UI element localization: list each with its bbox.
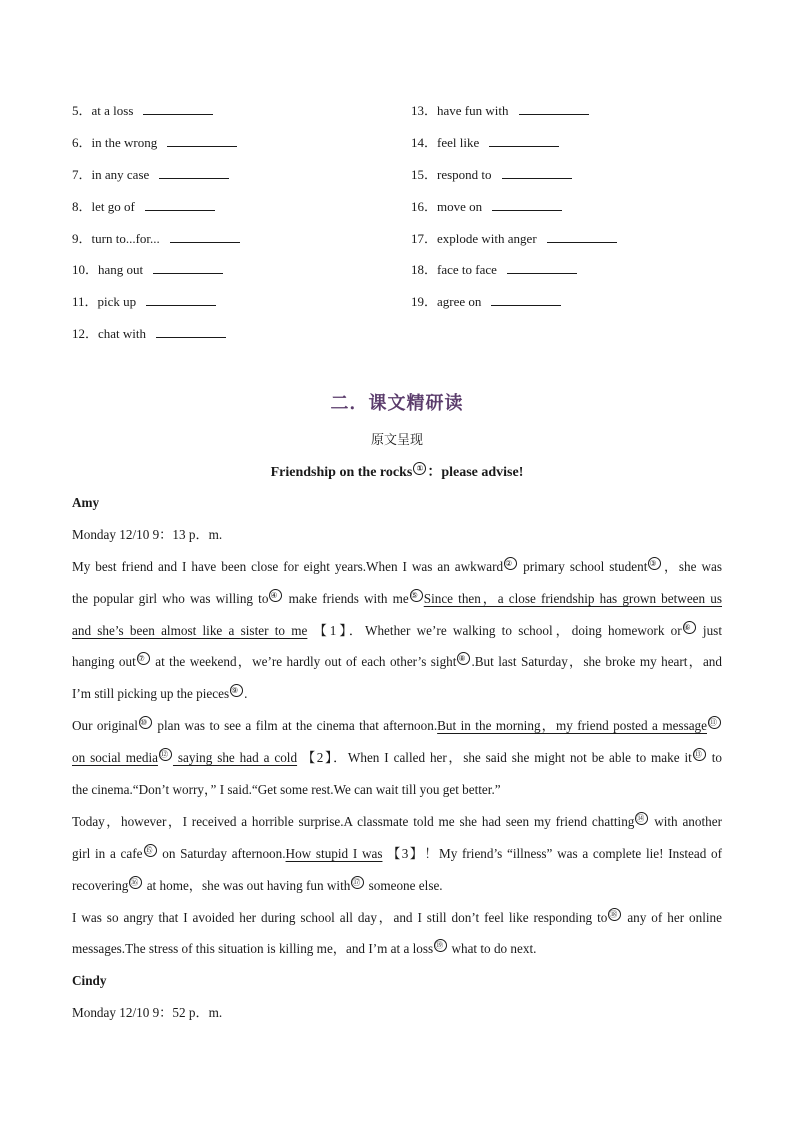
- annotation-marker: ⑱: [608, 908, 621, 921]
- annotation-marker: ②: [504, 557, 517, 570]
- vocab-item: [411, 196, 741, 228]
- vocab-item: [72, 228, 402, 260]
- item-number: 9．: [72, 230, 92, 246]
- text-span: hanging out: [72, 654, 136, 670]
- text-span: I’m still picking up the pieces: [72, 686, 230, 702]
- annotation-marker: ③: [648, 557, 661, 570]
- vocab-item: [411, 259, 741, 291]
- item-phrase: feel like: [437, 134, 480, 150]
- item-number: 11．: [72, 294, 98, 310]
- text-line: [72, 554, 722, 586]
- answer-blank[interactable]: [547, 229, 617, 243]
- annotation-marker: ⑨: [230, 684, 243, 697]
- answer-blank[interactable]: [489, 133, 559, 147]
- answer-blank[interactable]: [167, 133, 237, 147]
- text-line: [72, 713, 722, 745]
- vocab-item: [411, 291, 741, 323]
- text-line: [72, 618, 722, 650]
- item-phrase: turn to...for...: [91, 230, 160, 246]
- annotation-marker: ④: [269, 589, 282, 602]
- text-span: girl in a cafe: [72, 845, 143, 861]
- underlined-sentence: and she’s been almost like a sister to me: [72, 622, 308, 638]
- text-span: just: [696, 622, 722, 638]
- item-number: 13．: [411, 103, 438, 118]
- answer-blank[interactable]: [170, 229, 240, 243]
- text-line: [72, 841, 722, 873]
- text-line: [72, 586, 722, 618]
- item-phrase: in the wrong: [91, 134, 158, 150]
- vocab-item: [411, 228, 741, 260]
- underlined-sentence: How stupid I was: [285, 845, 383, 861]
- text-span: someone else.: [365, 877, 443, 893]
- answer-blank[interactable]: [491, 292, 561, 306]
- vocab-item: [72, 164, 402, 196]
- text-span: I was so angry that I avoided her during school all day，and I still don’t feel like responding to: [72, 909, 608, 925]
- item-phrase: have fun with: [437, 103, 509, 118]
- item-phrase: explode with anger: [437, 230, 537, 246]
- text-span: .But last Saturday，she broke my heart，and: [471, 654, 722, 670]
- answer-blank[interactable]: [519, 101, 589, 115]
- section-title: 二．课文精研读: [330, 393, 464, 414]
- answer-blank[interactable]: [145, 197, 215, 211]
- post-author: Cindy: [72, 973, 107, 989]
- text-line: [72, 936, 722, 968]
- vocab-item: [72, 291, 402, 323]
- item-phrase: face to face: [437, 262, 497, 278]
- annotation-marker: ⑤: [410, 589, 423, 602]
- item-phrase: agree on: [437, 294, 482, 310]
- item-phrase: chat with: [98, 326, 147, 342]
- vocab-item: [411, 132, 741, 164]
- item-number: 18．: [411, 262, 438, 278]
- text-span: Our original: [72, 718, 138, 734]
- text-line: [72, 873, 722, 905]
- item-phrase: in any case: [91, 166, 150, 182]
- underlined-sentence: But in the morning，my friend posted a message: [437, 718, 707, 734]
- annotation-marker: ⑧: [457, 652, 470, 665]
- item-number: 19．: [411, 294, 438, 310]
- answer-blank[interactable]: [507, 260, 577, 274]
- underlined-sentence: saying she had a cold: [172, 750, 298, 766]
- annotation-marker: ⑫: [159, 748, 172, 761]
- vocab-item: [411, 164, 741, 196]
- article-title: [0, 461, 794, 481]
- text-span: messages.The stress of this situation is killing me，and I’m at a loss: [72, 941, 434, 957]
- answer-blank[interactable]: [146, 292, 216, 306]
- annotation-marker: ⑩: [139, 716, 152, 729]
- text-span: on Saturday afternoon.: [157, 845, 286, 861]
- annotation-marker: ⑬: [693, 748, 706, 761]
- text-line: [72, 745, 722, 777]
- item-number: 16．: [411, 198, 438, 214]
- item-phrase: respond to: [437, 166, 492, 182]
- post-date: Monday 12/10 9：52 p．m.: [72, 1005, 223, 1021]
- vocab-item: [72, 323, 402, 355]
- underlined-sentence: on social media: [72, 750, 158, 766]
- answer-blank[interactable]: [153, 260, 223, 274]
- text-span: with another: [649, 813, 722, 829]
- text-line: the cinema.“Don’t worry，” I said.“Get some rest.We can wait till you get better.”: [72, 782, 501, 798]
- text-span: .: [244, 686, 248, 702]
- annotation-marker: ⑲: [434, 939, 447, 952]
- annotation-marker: ⑯: [129, 876, 142, 889]
- text-span: plan was to see a film at the cinema that afternoon.: [152, 718, 438, 734]
- text-line: [72, 681, 722, 713]
- vocab-item: [72, 100, 402, 132]
- text-span: Today，however，I received a horrible surprise.A classmate told me she had seen my friend chatting: [72, 813, 635, 829]
- annotation-marker: ⑮: [144, 844, 157, 857]
- text-span: at the weekend，we’re hardly out of each other’s sight: [150, 654, 457, 670]
- text-span: what to do next.: [448, 941, 537, 957]
- annotation-marker: ⑭: [635, 812, 648, 825]
- annotation-marker: ⑪: [708, 716, 721, 729]
- annotation-marker: ⑰: [351, 876, 364, 889]
- vocab-column-left: [72, 100, 402, 355]
- text-span: the popular girl who was willing to: [72, 590, 269, 606]
- vocab-column-right: [411, 100, 741, 323]
- item-phrase: hang out: [98, 262, 144, 278]
- text-line: [72, 649, 722, 681]
- item-number: 17．: [411, 230, 438, 246]
- text-span: make friends with me: [283, 590, 409, 606]
- item-number: 10．: [72, 262, 99, 278]
- text-span: ，she was: [662, 558, 722, 574]
- item-number: 15．: [411, 166, 438, 182]
- vocab-item: [411, 100, 741, 132]
- vocab-item: [72, 132, 402, 164]
- text-span: recovering: [72, 877, 129, 893]
- section-subtitle: 原文呈现: [370, 433, 423, 448]
- title-rest: ：please advise!: [427, 465, 524, 480]
- title-main: Friendship on the rocks: [270, 465, 413, 480]
- item-phrase: let go of: [91, 198, 135, 214]
- article-body: [72, 490, 722, 1032]
- item-number: 5．: [72, 103, 92, 118]
- annotation-marker: ①: [413, 462, 426, 475]
- item-number: 12．: [72, 326, 99, 342]
- item-phrase: at a loss: [91, 103, 134, 118]
- post-author: Amy: [72, 495, 100, 510]
- annotation-marker: ⑥: [683, 621, 696, 634]
- text-span: 【3】！My friend’s “illness” was a complete lie! Instead of: [382, 845, 722, 861]
- item-phrase: move on: [437, 198, 483, 214]
- answer-blank[interactable]: [159, 165, 229, 179]
- answer-blank[interactable]: [156, 324, 226, 338]
- underlined-sentence: Since then，a close friendship has grown between us: [423, 590, 722, 606]
- text-span: to: [706, 750, 722, 766]
- text-line: [72, 809, 722, 841]
- text-span: at home，she was out having fun with: [143, 877, 351, 893]
- text-span: My best friend and I have been close for eight years.When I was an awkward: [72, 558, 504, 574]
- answer-blank[interactable]: [143, 101, 213, 115]
- text-span: 【2】．When I called her，she said she might not be able to make it: [297, 750, 692, 766]
- item-number: 7．: [72, 166, 92, 182]
- answer-blank[interactable]: [492, 197, 562, 211]
- answer-blank[interactable]: [502, 165, 572, 179]
- item-number: 8．: [72, 198, 92, 214]
- text-span: primary school student: [518, 558, 648, 574]
- vocab-item: [72, 196, 402, 228]
- annotation-marker: ⑦: [137, 652, 150, 665]
- item-number: 6．: [72, 134, 92, 150]
- item-number: 14．: [411, 134, 438, 150]
- text-span: 【1】．Whether we’re walking to school，doing homework or: [307, 622, 682, 638]
- text-line: [72, 905, 722, 937]
- post-date: Monday 12/10 9：13 p．m.: [72, 526, 223, 542]
- item-phrase: pick up: [97, 294, 137, 310]
- vocab-item: [72, 259, 402, 291]
- text-span: any of her online: [622, 909, 722, 925]
